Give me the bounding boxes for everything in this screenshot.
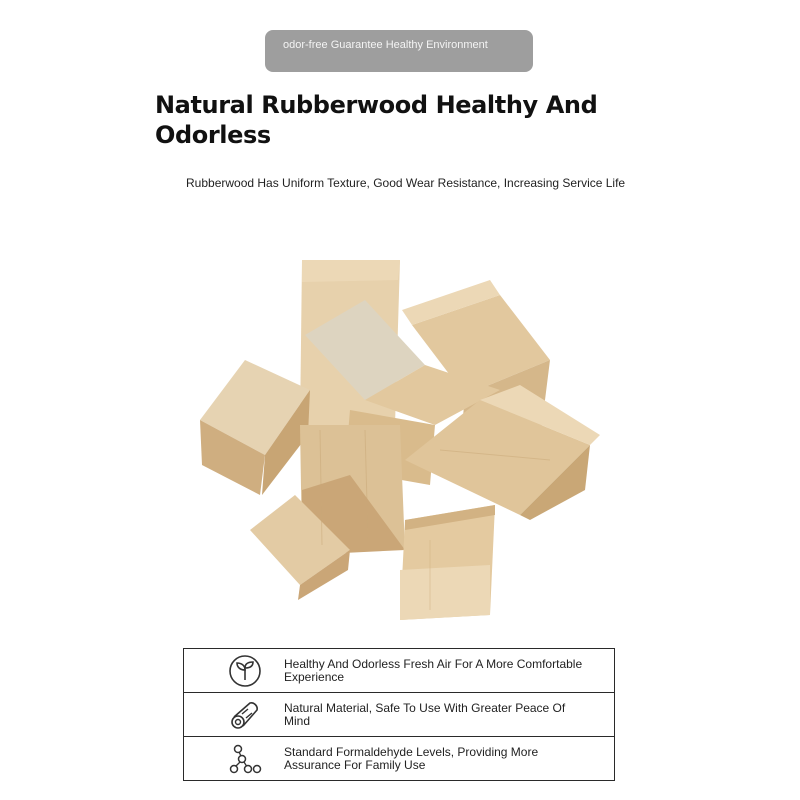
- wooden-puzzle-image: [190, 250, 610, 630]
- feature-list: [183, 648, 615, 781]
- feature-text: Natural Material, Safe To Use With Greater Peace Of Mind: [284, 701, 566, 728]
- feature-row: [184, 737, 614, 781]
- feature-row: [184, 649, 614, 693]
- feature-text: Healthy And Odorless Fresh Air For A More Comfortable Experience: [284, 657, 583, 684]
- page-title: Natural Rubberwood Healthy And Odorless: [155, 91, 598, 149]
- log-icon: [228, 698, 262, 732]
- feature-text: Standard Formaldehyde Levels, Providing More Assurance For Family Use: [284, 745, 539, 772]
- page-subtitle: Rubberwood Has Uniform Texture, Good Wear Resistance, Increasing Service Life: [186, 176, 626, 190]
- molecule-icon: [228, 742, 262, 776]
- sprout-icon: [228, 654, 262, 688]
- odor-free-badge: [265, 30, 533, 72]
- feature-row: [184, 693, 614, 737]
- badge-text: odor-free Guarantee Healthy Environment: [283, 39, 488, 51]
